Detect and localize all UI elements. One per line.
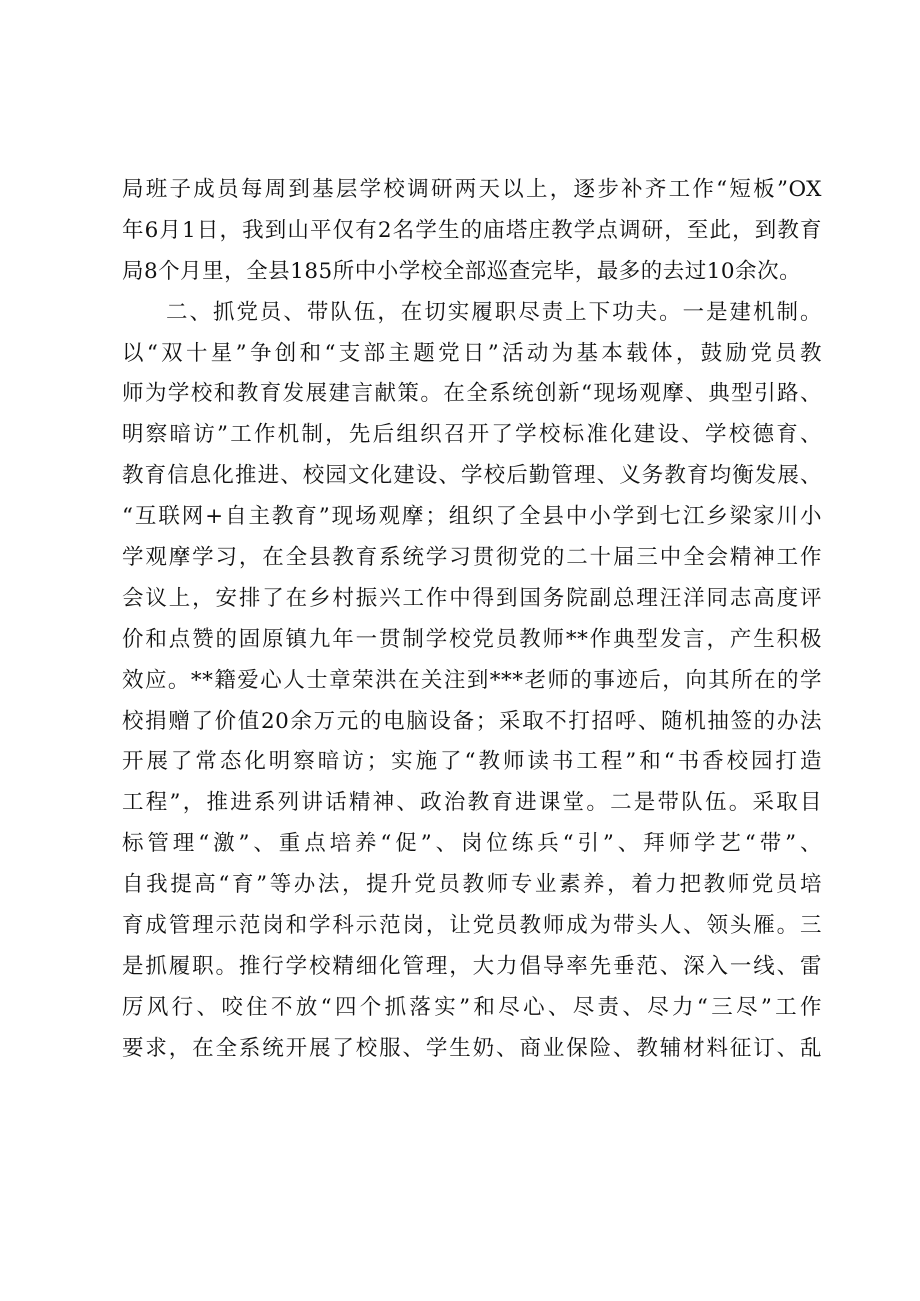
text-line: 局班子成员每周到基层学校调研两天以上，逐步补齐工作“短板”OX bbox=[122, 177, 822, 202]
text-line: 以“双十星”争创和“支部主题党日”活动为基本载体，鼓励党员教 bbox=[122, 340, 822, 366]
text-line: 价和点赞的固原镇九年一贯制学校党员教师**作典型发言，产生积极 bbox=[122, 626, 822, 652]
text-line: “互联网+自主教育”现场观摩；组织了全县中小学到七江乡梁家川小 bbox=[122, 504, 822, 530]
body-text bbox=[122, 170, 822, 1070]
section-heading-line: 二、抓党员、带队伍，在切实履职尽责上下功夫。一是建机制。 bbox=[166, 299, 822, 325]
text-line: 工程”，推进系列讲话精神、政治教育进课堂。二是带队伍。采取目 bbox=[122, 790, 822, 816]
text-line: 育成管理示范岗和学科示范岗，让党员教师成为带头人、领头雁。三 bbox=[122, 913, 822, 939]
text-line: 会议上，安排了在乡村振兴工作中得到国务院副总理汪洋同志高度评 bbox=[122, 585, 822, 611]
text-line: 教育信息化推进、校园文化建设、学校后勤管理、义务教育均衡发展、 bbox=[122, 463, 822, 489]
text-line: 要求，在全系统开展了校服、学生奶、商业保险、教辅材料征订、乱 bbox=[122, 1035, 822, 1061]
text-line: 年6月1日，我到山平仅有2名学生的庙塔庄教学点调研，至此，到教育 bbox=[122, 217, 822, 243]
text-line: 自我提高“育”等办法，提升党员教师专业素养，着力把教师党员培 bbox=[122, 872, 822, 898]
text-line: 局8个月里，全县185所中小学校全部巡查完毕，最多的去过10余次。 bbox=[122, 258, 802, 284]
text-line: 师为学校和教育发展建言献策。在全系统创新“现场观摩、典型引路、 bbox=[122, 381, 822, 407]
text-line: 效应。**籍爱心人士章荣洪在关注到***老师的事迹后，向其所在的学 bbox=[122, 667, 822, 693]
text-line: 厉风行、咬住不放“四个抓落实”和尽心、尽责、尽力“三尽”工作 bbox=[122, 994, 822, 1020]
text-line: 开展了常态化明察暗访；实施了“教师读书工程”和“书香校园打造 bbox=[122, 749, 822, 775]
text-line: 校捐赠了价值20余万元的电脑设备；采取不打招呼、随机抽签的办法 bbox=[122, 708, 822, 734]
text-line: 学观摩学习，在全县教育系统学习贯彻党的二十届三中全会精神工作 bbox=[122, 545, 822, 571]
text-line: 是抓履职。推行学校精细化管理，大力倡导率先垂范、深入一线、雷 bbox=[122, 953, 822, 979]
text-line: 明察暗访”工作机制，先后组织召开了学校标准化建设、学校德育、 bbox=[122, 422, 822, 448]
text-line: 标管理“激”、重点培养“促”、岗位练兵“引”、拜师学艺“带”、 bbox=[122, 831, 822, 857]
